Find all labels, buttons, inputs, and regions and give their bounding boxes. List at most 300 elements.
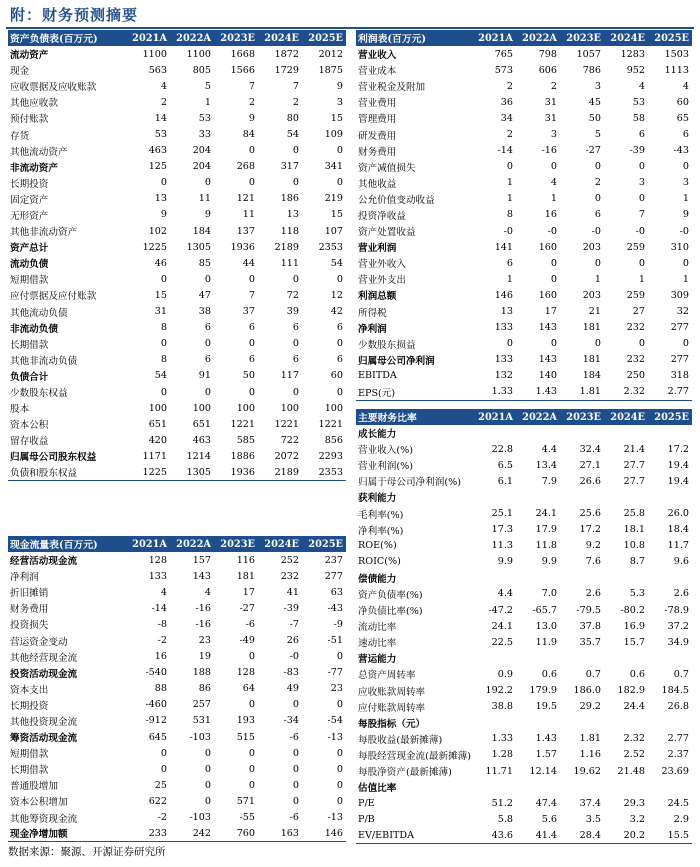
row-value: 13: [286, 209, 299, 221]
row-value: 1305: [186, 241, 211, 253]
financial-ratios-row: [356, 586, 692, 602]
row-value: 46: [154, 257, 167, 269]
balance-sheet-row: [8, 432, 346, 448]
row-value: 5.3: [629, 588, 645, 600]
row-value: 1: [594, 273, 601, 285]
row-value: -49: [239, 635, 255, 647]
income-statement-row: [356, 352, 692, 368]
row-value: 100: [280, 402, 299, 414]
row-value: 1: [506, 177, 513, 189]
page-title: 附：财务预测摘要: [10, 6, 139, 24]
row-value: 41: [286, 586, 299, 598]
row-value: 137: [236, 225, 255, 237]
row-value: 0: [292, 747, 299, 759]
row-value: 1305: [170, 464, 214, 480]
row-value: 26.0: [667, 508, 689, 520]
row-value: -2: [157, 635, 167, 647]
row-value: 0: [594, 193, 601, 205]
year-header: 2021A: [472, 30, 516, 46]
row-value: 133: [494, 322, 513, 334]
row-value: 7.6: [585, 556, 601, 568]
row-value: 58: [632, 112, 645, 124]
row-label: 现金净增加额: [8, 826, 126, 842]
row-value: 219: [324, 193, 343, 205]
row-value: 34.9: [667, 636, 689, 648]
row-label: 短期借款: [10, 275, 49, 287]
financial-ratios-row: [356, 570, 692, 586]
income-statement-row: [356, 159, 692, 175]
row-value: 157: [192, 554, 211, 566]
row-value: 0.6: [541, 668, 557, 680]
row-label: 流动比率: [358, 622, 397, 634]
row-value: -0: [635, 225, 645, 237]
row-label: 长期投资: [10, 700, 49, 712]
row-label: 资本公积: [10, 420, 49, 432]
row-value: 6: [506, 257, 513, 269]
row-value: 43.6: [472, 827, 516, 843]
row-value: 2.52: [623, 749, 645, 761]
row-value: 0.7: [673, 668, 689, 680]
balance-sheet-header-row: [8, 30, 346, 46]
row-value: 1221: [274, 418, 299, 430]
cash-flow-row: [8, 616, 346, 632]
row-value: 19: [198, 651, 211, 663]
year-header: 2021A: [126, 30, 170, 46]
row-value: 23: [330, 683, 343, 695]
row-label: 营业税金及附加: [358, 82, 426, 94]
row-value: [648, 570, 692, 586]
row-value: 0: [292, 795, 299, 807]
row-value: 1221: [318, 418, 343, 430]
row-value: [604, 715, 648, 731]
income-statement-row: [356, 336, 692, 352]
row-value: 9: [160, 209, 167, 221]
row-value: 192.2: [485, 685, 513, 697]
row-value: -54: [327, 715, 343, 727]
row-value: 2: [594, 177, 601, 189]
row-value: [472, 425, 516, 441]
row-value: 1113: [664, 64, 689, 76]
row-label: 归属母公司股东权益: [10, 452, 97, 464]
row-label: 留存收益: [10, 436, 49, 448]
row-label: 研发费用: [358, 130, 397, 142]
row-value: 27.7: [623, 475, 645, 487]
row-value: 1: [638, 273, 645, 285]
row-value: 0: [682, 257, 689, 269]
row-value: 765: [494, 48, 513, 60]
row-value: 32.4: [579, 443, 601, 455]
row-value: -103: [189, 731, 211, 743]
row-value: [472, 715, 516, 731]
financial-ratios-row: [356, 795, 692, 811]
row-value: 2189: [258, 464, 302, 480]
row-value: 952: [626, 64, 645, 76]
row-value: -39: [629, 145, 645, 157]
row-value: 15.7: [623, 636, 645, 648]
financial-ratios-header-row: [356, 409, 692, 425]
row-label: 净利润: [10, 572, 39, 584]
row-value: 3: [336, 96, 343, 108]
row-value: 24.4: [623, 701, 645, 713]
row-value: 0: [204, 795, 211, 807]
balance-sheet-row: [8, 110, 346, 126]
row-value: 259: [626, 289, 645, 301]
row-label: 长期投资: [10, 178, 49, 190]
row-value: 0: [336, 651, 343, 663]
row-value: 6: [204, 322, 211, 334]
row-value: 6: [204, 354, 211, 366]
financial-ratios-row: [356, 602, 692, 618]
row-value: 11: [198, 193, 211, 205]
row-value: 2353: [302, 464, 346, 480]
row-value: 1.33: [472, 384, 516, 400]
row-value: 15: [154, 289, 167, 301]
row-label: 预付账款: [10, 114, 49, 126]
row-label: 流动负债: [10, 259, 49, 271]
row-value: 1225: [142, 241, 167, 253]
row-label: P/E: [358, 797, 375, 809]
row-value: 9.9: [541, 556, 557, 568]
row-label: 营业利润: [358, 243, 397, 255]
row-value: 1: [550, 193, 557, 205]
row-value: -51: [327, 635, 343, 647]
row-value: 38.8: [491, 701, 513, 713]
row-value: 1.57: [535, 749, 557, 761]
year-header: 2022A: [170, 536, 214, 552]
row-value: 3.5: [585, 813, 601, 825]
row-label: 少数股东权益: [10, 388, 68, 400]
row-value: 259: [626, 241, 645, 253]
income-statement-row: [356, 175, 692, 191]
row-value: 1100: [142, 48, 167, 60]
row-label: 营业收入: [358, 50, 397, 62]
row-label: 公允价值变动收益: [358, 194, 435, 206]
row-label: 投资净收益: [358, 210, 406, 222]
row-label: 非流动负债: [10, 323, 58, 335]
row-label: 筹资活动现金流: [10, 733, 78, 745]
row-value: 4: [550, 177, 557, 189]
row-value: -27: [239, 602, 255, 614]
row-value: 141: [494, 241, 513, 253]
row-value: 37.8: [579, 620, 601, 632]
cash-flow-row: [8, 713, 346, 729]
row-value: 515: [236, 731, 255, 743]
row-value: 7.0: [541, 588, 557, 600]
cash-flow-row: [8, 600, 346, 616]
row-value: 585: [236, 434, 255, 446]
row-value: 5.8: [497, 813, 513, 825]
row-value: [604, 489, 648, 505]
row-value: 463: [192, 434, 211, 446]
row-label: 应收账款周转率: [358, 686, 426, 698]
row-value: [516, 425, 560, 441]
row-value: 2.77: [667, 733, 689, 745]
row-value: 21: [588, 306, 601, 318]
financial-ratios-row: [356, 554, 692, 570]
row-value: 64: [242, 683, 255, 695]
financial-ratios-row: [356, 473, 692, 489]
row-value: 186.0: [573, 685, 601, 697]
row-value: 143: [538, 354, 557, 366]
row-value: 128: [236, 667, 255, 679]
row-value: 3: [682, 177, 689, 189]
row-value: [472, 650, 516, 666]
row-label: 其他应收款: [10, 98, 58, 110]
row-value: 8: [160, 354, 167, 366]
row-value: 15.5: [648, 827, 692, 843]
row-value: 203: [582, 289, 601, 301]
row-value: 1875: [318, 64, 343, 76]
balance-sheet-row: [8, 94, 346, 110]
row-value: 6: [292, 322, 299, 334]
row-value: 2: [506, 129, 513, 141]
cash-flow-row: [8, 810, 346, 826]
balance-sheet-row: [8, 46, 346, 62]
row-value: 6.1: [497, 475, 513, 487]
row-value: 29.2: [579, 701, 601, 713]
row-value: -6: [245, 618, 255, 630]
row-value: 1100: [186, 48, 211, 60]
row-value: -43: [673, 145, 689, 157]
row-label: 其他非流动负债: [10, 355, 78, 367]
row-value: 26.6: [579, 475, 601, 487]
row-value: 8: [160, 322, 167, 334]
cash-flow-row: [8, 729, 346, 745]
row-value: 80: [286, 112, 299, 124]
financial-ratios-row: [356, 666, 692, 682]
row-value: 1.43: [516, 384, 560, 400]
row-value: 16: [154, 651, 167, 663]
row-value: 571: [236, 795, 255, 807]
financial-ratios-row: [356, 763, 692, 779]
row-value: -0: [289, 651, 299, 663]
cash-flow-table: [8, 536, 346, 842]
row-value: [604, 425, 648, 441]
income-statement-row: [356, 223, 692, 239]
row-value: 100: [192, 402, 211, 414]
income-statement-row: [356, 368, 692, 384]
row-value: -16: [195, 618, 211, 630]
row-value: 24.1: [491, 620, 513, 632]
row-value: 133: [494, 354, 513, 366]
cash-flow-header-label: 现金流量表(百万元): [8, 536, 126, 552]
row-value: 204: [192, 145, 211, 157]
row-value: 1: [506, 273, 513, 285]
row-value: 25: [154, 779, 167, 791]
row-value: 1214: [186, 450, 211, 462]
row-label: 财务费用: [10, 604, 49, 616]
row-value: 0: [292, 386, 299, 398]
cash-flow-row: [8, 552, 346, 568]
row-label: 其他流动负债: [10, 307, 68, 319]
row-value: 0: [336, 273, 343, 285]
row-value: 31: [544, 112, 557, 124]
row-value: 341: [324, 161, 343, 173]
row-value: 20.2: [604, 827, 648, 843]
row-value: 242: [170, 826, 214, 842]
row-value: 21.4: [623, 443, 645, 455]
row-value: 11.7: [667, 540, 689, 552]
row-value: 0: [248, 699, 255, 711]
row-value: 9: [336, 80, 343, 92]
row-value: 0: [204, 386, 211, 398]
row-value: 1668: [230, 48, 255, 60]
financial-ratios-row: [356, 731, 692, 747]
row-value: 2.32: [604, 384, 648, 400]
row-label: 资产处置收益: [358, 227, 416, 239]
row-value: 1221: [230, 418, 255, 430]
row-value: 317: [280, 161, 299, 173]
row-value: 72: [286, 289, 299, 301]
row-value: 7: [638, 209, 645, 221]
financial-ratios-row: [356, 425, 692, 441]
row-label: 少数股东损益: [358, 339, 416, 351]
row-value: 25.1: [491, 508, 513, 520]
row-value: 0: [292, 273, 299, 285]
row-value: -79.5: [576, 604, 601, 616]
row-value: 23.69: [661, 765, 689, 777]
row-value: 35.7: [579, 636, 601, 648]
row-value: 21.48: [617, 765, 645, 777]
row-value: 17.2: [579, 524, 601, 536]
financial-ratios-row: [356, 747, 692, 763]
row-value: 0: [204, 763, 211, 775]
row-value: 0: [248, 386, 255, 398]
balance-sheet-row: [8, 368, 346, 384]
row-value: 0: [248, 747, 255, 759]
row-value: 88: [154, 683, 167, 695]
row-value: -14: [497, 145, 513, 157]
row-value: 50: [242, 370, 255, 382]
row-value: 760: [214, 826, 258, 842]
row-label: 其他投资现金流: [10, 716, 78, 728]
row-label: 其他筹资现金流: [10, 813, 78, 825]
row-value: [472, 779, 516, 795]
row-value: 116: [236, 554, 255, 566]
row-value: 1872: [274, 48, 299, 60]
row-value: 0: [336, 177, 343, 189]
row-label: 总资产周转率: [358, 670, 416, 682]
row-value: 182.9: [617, 685, 645, 697]
row-value: 0: [638, 257, 645, 269]
row-value: -83: [283, 667, 299, 679]
row-value: 0: [336, 699, 343, 711]
row-value: 60: [330, 370, 343, 382]
row-value: -540: [145, 667, 167, 679]
row-value: 0.7: [585, 668, 601, 680]
year-header: 2022A: [516, 30, 560, 46]
row-label: 营运能力: [358, 654, 397, 666]
row-value: 84: [242, 129, 255, 141]
row-value: 4.4: [497, 588, 513, 600]
balance-sheet-row: [8, 416, 346, 432]
row-value: 23: [198, 635, 211, 647]
income-statement-table: [356, 30, 692, 401]
row-value: 645: [148, 731, 167, 743]
year-header: 2021A: [126, 536, 170, 552]
cash-flow-row: [8, 665, 346, 681]
row-value: -103: [189, 812, 211, 824]
row-label: 营业外收入: [358, 259, 406, 271]
row-label: 负债和股东权益: [8, 464, 126, 480]
row-value: 184: [192, 225, 211, 237]
row-value: 0: [336, 386, 343, 398]
balance-sheet-row: [8, 223, 346, 239]
balance-sheet-row: [8, 207, 346, 223]
row-value: 9.9: [497, 556, 513, 568]
row-value: -80.2: [620, 604, 645, 616]
row-value: 15: [330, 112, 343, 124]
row-value: 12: [330, 289, 343, 301]
balance-sheet-row: [8, 175, 346, 191]
cash-flow-header-row: [8, 536, 346, 552]
row-value: 117: [280, 370, 299, 382]
row-value: 26: [286, 635, 299, 647]
row-label: 负债合计: [10, 371, 49, 383]
row-value: 2.77: [648, 384, 692, 400]
financial-ratios-row: [356, 683, 692, 699]
row-value: 25.8: [623, 508, 645, 520]
row-label: 资产减值损失: [358, 162, 416, 174]
row-value: 0: [204, 273, 211, 285]
row-value: 25.6: [579, 508, 601, 520]
balance-sheet-header-label: 资产负债表(百万元): [8, 30, 126, 46]
row-value: 0: [292, 779, 299, 791]
row-label: 营运资金变动: [10, 636, 68, 648]
row-value: -14: [151, 602, 167, 614]
row-value: 22.8: [491, 443, 513, 455]
financial-ratios-row: [356, 505, 692, 521]
row-value: 1171: [142, 450, 167, 462]
balance-sheet-row: [8, 191, 346, 207]
row-label: 长期借款: [10, 765, 49, 777]
row-value: 49: [286, 683, 299, 695]
row-label: 应付票据及应付账款: [10, 291, 97, 303]
row-value: 188: [192, 667, 211, 679]
row-label: 资本公积增加: [10, 797, 68, 809]
financial-ratios-row: [356, 779, 692, 795]
row-value: 24.5: [667, 797, 689, 809]
row-value: 31: [154, 306, 167, 318]
row-label: 归属于母公司净利润(%): [358, 477, 461, 489]
row-value: 0: [204, 177, 211, 189]
row-value: 17.9: [535, 524, 557, 536]
row-value: 128: [148, 554, 167, 566]
balance-sheet-row: [8, 384, 346, 400]
row-value: 252: [280, 554, 299, 566]
row-value: 0: [594, 257, 601, 269]
row-value: -77: [327, 667, 343, 679]
row-value: 18.1: [623, 524, 645, 536]
row-value: 0: [204, 338, 211, 350]
row-label: 投资损失: [10, 620, 49, 632]
row-value: 3: [638, 177, 645, 189]
cash-flow-row: [8, 745, 346, 761]
year-header: 2023E: [214, 536, 258, 552]
year-header: 2024E: [604, 30, 648, 46]
row-label: 资产总计: [10, 243, 49, 255]
balance-sheet-row: [8, 352, 346, 368]
year-header: 2022A: [170, 30, 214, 46]
row-value: 2.32: [623, 733, 645, 745]
row-label: 流动资产: [10, 50, 49, 62]
row-value: -6: [289, 812, 299, 824]
row-value: 1936: [214, 464, 258, 480]
row-value: 0: [248, 338, 255, 350]
row-value: 13.4: [535, 459, 557, 471]
row-value: 7: [292, 80, 299, 92]
row-value: 798: [538, 48, 557, 60]
